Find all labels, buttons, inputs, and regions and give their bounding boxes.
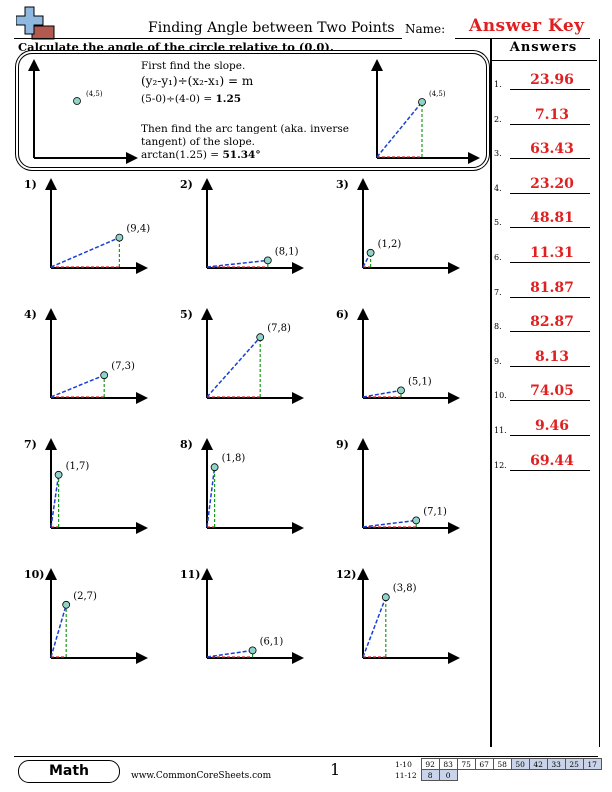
point-label: (2,7)	[73, 590, 97, 602]
answer-line	[510, 297, 590, 298]
answers-title-rule	[490, 60, 597, 61]
answer-row	[494, 276, 594, 300]
score-cell: 17	[583, 759, 601, 770]
answer-line	[510, 124, 590, 125]
answer-number: 11.	[494, 426, 507, 435]
answer-line	[510, 193, 590, 194]
point-marker	[257, 334, 264, 341]
example-step-2a: Then find the arc tangent (aka. inverse	[141, 123, 349, 135]
answer-value: 8.13	[534, 348, 570, 365]
answer-value: 23.96	[530, 72, 574, 88]
problem-number: 7)	[24, 438, 37, 451]
problem-graph	[332, 436, 462, 536]
answer-number: 5.	[494, 218, 502, 228]
point-marker	[367, 249, 374, 256]
problem-number: 1)	[24, 178, 37, 191]
point-label: (9,4)	[126, 223, 150, 235]
slope-line	[51, 475, 59, 527]
point-label: (8,1)	[274, 246, 299, 258]
score-cell: 92	[421, 759, 439, 770]
answer-value: 23.20	[530, 175, 574, 192]
problem-number: 12)	[336, 568, 357, 581]
answer-number: 6.	[494, 253, 502, 262]
problem-number: 3)	[336, 178, 349, 191]
problem-number: 4)	[24, 308, 37, 321]
answer-number: 7.	[494, 287, 502, 297]
point-label: (5,1)	[408, 376, 432, 388]
slope-line	[207, 260, 268, 267]
answer-row	[494, 449, 594, 473]
name-label: Name:	[405, 22, 446, 36]
problem-number: 11)	[180, 568, 201, 581]
problem-graph	[176, 306, 306, 406]
slope-line	[363, 390, 401, 397]
answer-value: 48.81	[530, 210, 574, 227]
answer-value: 9.46	[534, 418, 570, 434]
problem-graph	[332, 176, 462, 276]
score-cell: 83	[439, 759, 457, 770]
answer-number: 2.	[494, 114, 502, 124]
score-cell: 0	[439, 770, 457, 781]
point-marker	[398, 387, 405, 394]
answer-value: 74.05	[530, 383, 574, 400]
answer-number: 3.	[494, 149, 502, 159]
answer-value: 69.44	[530, 452, 574, 469]
point-marker	[55, 471, 62, 478]
example-slope-calc: (5-0)÷(4-0) = 1.25	[141, 93, 242, 105]
problem-graph	[176, 176, 306, 276]
example-step-1: First find the slope.	[141, 60, 246, 72]
score-table	[393, 758, 602, 781]
example-slope-formula: (y₂-y₁)÷(x₂-x₁) = m	[141, 74, 254, 88]
problem-graph	[20, 436, 150, 536]
score-row	[393, 770, 601, 781]
point-marker	[101, 372, 108, 379]
point-marker	[63, 601, 70, 608]
math-badge: Math	[18, 760, 120, 783]
point-marker	[211, 464, 218, 471]
answer-line	[510, 470, 590, 471]
answer-row	[494, 310, 594, 334]
answer-row	[494, 414, 594, 438]
score-cell: 8	[421, 770, 439, 781]
problem-number: 6)	[336, 308, 349, 321]
score-cell: 50	[511, 759, 529, 770]
point-label: (7,3)	[111, 361, 135, 373]
answer-number: 4.	[494, 183, 502, 193]
answer-value: 7.13	[534, 106, 570, 123]
problem-number: 10)	[24, 568, 45, 581]
problem-graph	[332, 566, 462, 666]
answer-number: 9.	[494, 356, 502, 366]
point-marker	[382, 594, 389, 601]
answer-number: 12.	[494, 460, 507, 470]
slope-line	[51, 238, 119, 267]
answer-line	[510, 158, 590, 159]
score-row-label: 1-10	[395, 759, 412, 769]
problem-number: 2)	[180, 178, 193, 191]
point-label: (6,1)	[259, 636, 284, 648]
answer-key-label: Answer Key	[469, 16, 585, 36]
point-marker	[116, 234, 123, 241]
point-marker	[264, 257, 271, 264]
point-marker	[249, 647, 256, 654]
problem-graph	[20, 306, 150, 406]
answer-number: 1.	[494, 80, 502, 89]
slope-line	[51, 605, 66, 657]
point-label: (7,1)	[423, 506, 447, 518]
answer-line	[510, 366, 590, 367]
answer-value: 11.31	[530, 245, 574, 261]
score-cell: 42	[529, 759, 547, 770]
answer-row	[494, 68, 594, 92]
score-cell: 67	[475, 759, 493, 770]
problem-number: 8)	[180, 438, 193, 451]
point-label: (1,7)	[65, 460, 90, 472]
problem-graph	[176, 566, 306, 666]
answer-number: 10.	[494, 391, 507, 401]
answer-row	[494, 345, 594, 369]
point-label: (7,8)	[267, 323, 291, 335]
example-point-label: (4,5)	[429, 90, 446, 98]
answer-line	[510, 331, 590, 332]
score-cell: 33	[547, 759, 565, 770]
answer-value: 82.87	[530, 314, 574, 331]
slope-line	[207, 337, 260, 397]
score-cell: 58	[493, 759, 511, 770]
problem-graph	[332, 306, 462, 406]
answer-row	[494, 241, 594, 265]
answers-title: Answers	[509, 40, 578, 55]
score-cell: 75	[457, 759, 475, 770]
answer-line	[510, 262, 590, 263]
problem-graph	[176, 436, 306, 536]
point-label: (1,8)	[221, 453, 246, 465]
example-arctan: arctan(1.25) = 51.34°	[141, 149, 261, 161]
answer-row	[494, 379, 594, 403]
worksheet-title: Finding Angle between Two Points	[148, 20, 395, 36]
problem-number: 5)	[180, 308, 193, 321]
answer-number: 8.	[494, 322, 502, 332]
answer-row	[494, 103, 594, 127]
problem-graph	[20, 176, 150, 276]
answer-line	[510, 400, 590, 401]
point-label: (3,8)	[392, 583, 417, 595]
example-step-2b: tangent) of the slope.	[141, 136, 256, 148]
answer-value: 63.43	[530, 141, 574, 158]
answer-row	[494, 206, 594, 230]
score-row	[393, 759, 601, 770]
answer-line	[510, 89, 590, 90]
answer-row	[494, 137, 594, 161]
point-label: (1,2)	[377, 238, 402, 250]
score-cell: 25	[565, 759, 583, 770]
answer-line	[510, 435, 590, 436]
answer-line	[510, 227, 590, 228]
slope-line	[363, 597, 386, 657]
score-row-label: 11-12	[395, 770, 417, 780]
slope-line	[207, 650, 253, 657]
point-marker	[413, 517, 420, 524]
problem-number: 9)	[336, 438, 349, 451]
footer-rule	[14, 756, 598, 757]
slope-line	[51, 375, 104, 397]
example-point-label: (4,5)	[86, 90, 103, 98]
slope-line	[207, 467, 215, 527]
problem-graph	[20, 566, 150, 666]
answer-row	[494, 172, 594, 196]
website-url: www.CommonCoreSheets.com	[131, 771, 272, 781]
instructions: Calculate the angle of the circle relative to (0,0).	[18, 40, 334, 54]
answer-value: 81.87	[530, 279, 574, 296]
slope-line	[363, 520, 416, 527]
page-number: 1	[330, 760, 341, 779]
